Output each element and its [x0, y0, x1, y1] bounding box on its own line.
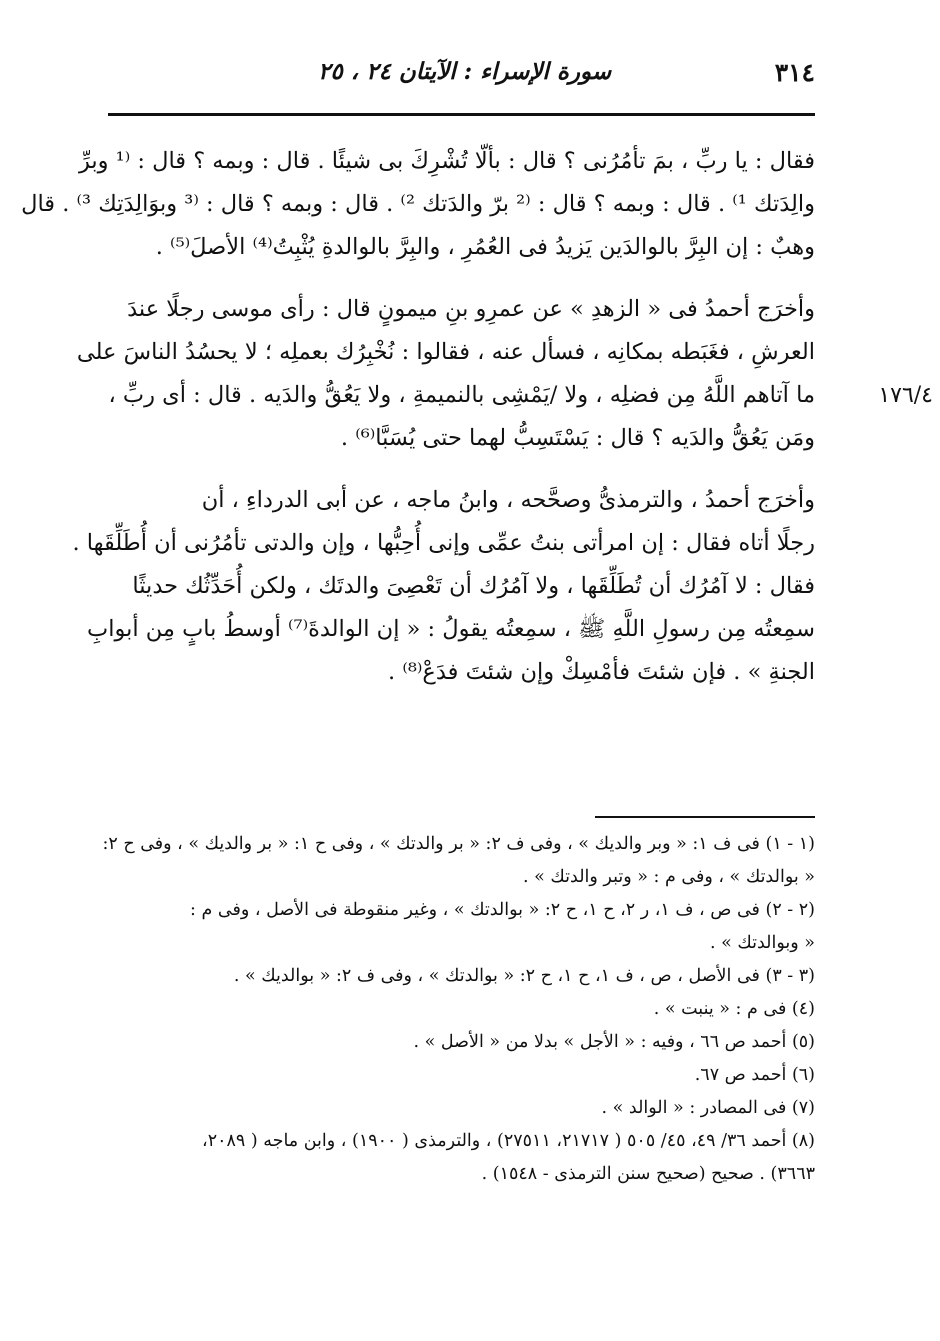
text-line: رجلًا أتاه فقال : إن امرأتى بنتُ عمِّى وإنى أُحِبُّها ، وإن والدتى تأمُرُنى أن أُطَلِّقَها .: [72, 530, 815, 556]
main-text: [21, 140, 933, 713]
footnote-line: (٢ - ٢) فى ص ، ف ١، ر ٢، ح ١، ح ٢: « بوالدتك » ، وغير منقوطة فى الأصل ، وفى م :: [190, 900, 815, 920]
paragraph: [72, 479, 815, 694]
header-rule: [108, 113, 815, 116]
footnote-line: « بوالدتك » ، وفى م : « وتبر والدتك » .: [523, 867, 815, 887]
footnote: [108, 1059, 815, 1092]
footnote: [108, 993, 815, 1026]
footnote-line: « وبوالدتك » .: [709, 933, 815, 953]
paragraph: [76, 288, 933, 460]
footnote: [108, 960, 815, 993]
text-line: والِدَتك ¹⁾ . قال : وبمه ؟ قال : ⁽² برّ والدَتك ²⁾ . قال : وبمه ؟ قال : ⁽³ وبوَالِدَتِك ³⁾ . قال: [21, 191, 815, 217]
text-line: ومَن يَعُقُّ والدَيه ؟ قال : يَسْتَسِبُّ لهما حتى يُسَبَّا⁽⁶⁾ .: [340, 425, 815, 451]
footnote: [102, 828, 815, 894]
footnote: [108, 1026, 815, 1059]
running-title: سورة الإسراء : الآيتان ٢٤ ، ٢٥: [318, 58, 612, 85]
text-line: وأخرَج أحمدُ فى « الزهدِ » عن عمرِو بنِ ميمونٍ قال : رأى موسى رجلًا عندَ: [127, 296, 815, 322]
footnote-line: (٣ - ٣) فى الأصل ، ص ، ف ١، ح ١، ح ٢: « بوالدتك » ، وفى ف ٢: « بوالديك » .: [233, 966, 815, 986]
footnotes: [102, 828, 815, 1191]
footnote-separator: [595, 816, 815, 818]
text-line: العرشِ ، فغَبَطه بمكانِه ، فسأل عنه ، فقالوا : نُخْبِرُك بعملِه ؛ لا يحسُدُ الناسَ على: [76, 339, 815, 365]
text-line: وهبٌ : إن البِرَّ بالوالدَين يَزيدُ فى العُمُرِ ، والبِرَّ بالوالدةِ يُثْبِتُ⁽⁴⁾ الأصلَ⁽⁵⁾ .: [155, 234, 815, 260]
text-line: [108, 374, 933, 417]
footnote-line: (١ - ١) فى ف ١: « وبر والديك » ، وفى ف ٢: « بر والدتك » ، وفى ح ١: « بر والديك » ، وفى ح ٢:: [102, 834, 815, 854]
footnote-line: (٤) فى م : « ينبت » .: [653, 999, 815, 1019]
footnote-line: ٣٦٦٣) . صحيح (صحيح سنن الترمذى - ١٥٤٨) .: [481, 1164, 815, 1184]
footnote-line: (٧) فى المصادر : « الوالد » .: [601, 1098, 815, 1118]
text-line: وأخرَج أحمدُ ، والترمذىُّ وصحَّحه ، وابنُ ماجه ، عن أبى الدرداءِ ، أن: [201, 487, 815, 513]
text-line: فقال : يا ربِّ ، بمَ تأمُرُنى ؟ قال : بألّا تُشْرِكَ بى شيئًا . قال : وبمه ؟ قال : ⁽¹ وبرِّ: [78, 148, 815, 174]
footnote-line: (٥) أحمد ص ٦٦ ، وفيه : « الأجل » بدلا من « الأصل » .: [413, 1032, 815, 1052]
text-line-content: ما آتاهم اللَّهُ مِن فضلِه ، ولا /يَمْشِى بالنميمةِ ، ولا يَعُقُّ والدَيه . قال : أى ربِّ ،: [108, 382, 815, 408]
text-line: سمِعتُه مِن رسولِ اللَّهِ ﷺ ، سمِعتُه يقولُ : « إن الوالدةَ⁽⁷⁾ أوسطُ بابٍ مِن أبوابِ: [87, 616, 815, 642]
footnote: [108, 1092, 815, 1125]
paragraph: [21, 140, 815, 269]
footnote-line: (٦) أحمد ص ٦٧.: [694, 1065, 815, 1085]
text-line: الجنةِ » . فإن شئتَ فأمْسِكْ وإن شئتَ فدَعْ⁽⁸⁾ .: [388, 659, 815, 685]
page-header: [108, 58, 815, 98]
text-line: فقال : لا آمُرُك أن تُطَلِّقَها ، ولا آمُرُك أن تَعْصِىَ والدتَك ، ولكن أُحَدِّثُك حديثًا: [132, 573, 815, 599]
margin-volume-reference: ١٧٦/٤: [878, 383, 933, 408]
footnote: [108, 1125, 815, 1191]
footnote-line: (٨) أحمد ٣٦/ ٤٩، ٤٥/ ٥٠٥ ( ٢١٧١٧، ٢٧٥١١) ، والترمذى ( ١٩٠٠) ، وابن ماجه ( ٢٠٨٩،: [202, 1131, 815, 1151]
footnote: [108, 894, 815, 960]
page-number: ٣١٤: [774, 58, 815, 87]
